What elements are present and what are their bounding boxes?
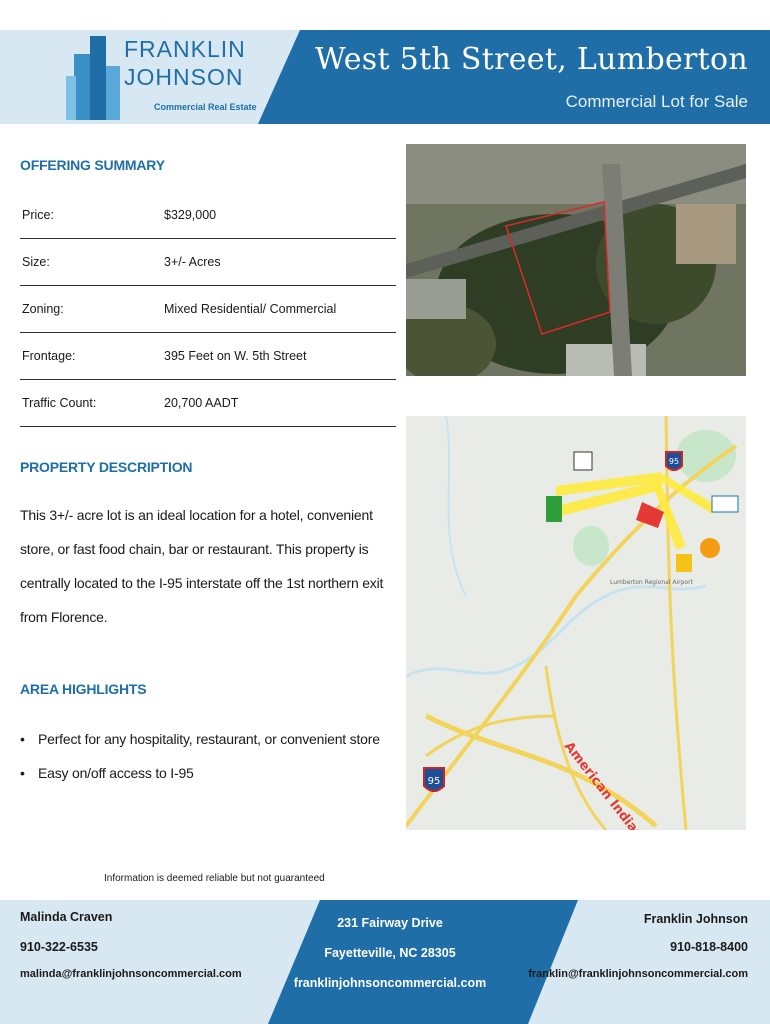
area-highlights-heading: AREA HIGHLIGHTS bbox=[20, 681, 147, 697]
airport-label: Lumberton Regional Airport bbox=[610, 579, 693, 586]
wawa-sign-icon bbox=[712, 496, 738, 512]
row-value: 20,700 AADT bbox=[164, 396, 239, 410]
offering-row-traffic bbox=[20, 379, 396, 427]
office-website-link[interactable]: franklinjohnsoncommercial.com bbox=[293, 976, 487, 990]
aerial-photo bbox=[406, 144, 746, 376]
property-description-heading: PROPERTY DESCRIPTION bbox=[20, 459, 193, 475]
highlights-list bbox=[20, 722, 380, 790]
footer-banner bbox=[0, 900, 770, 1024]
logo-line2: JOHNSON bbox=[124, 64, 244, 90]
sign-icon bbox=[574, 452, 592, 470]
agent-right-phone[interactable]: 910-818-8400 bbox=[670, 940, 748, 954]
row-label: Price: bbox=[22, 208, 54, 222]
page-title: West 5th Street, Lumberton bbox=[315, 42, 748, 77]
logo-icon bbox=[66, 36, 126, 120]
burger-king-sign-icon bbox=[700, 538, 720, 558]
row-label: Size: bbox=[22, 255, 50, 269]
offering-summary-heading: OFFERING SUMMARY bbox=[20, 157, 165, 173]
offering-row-zoning bbox=[20, 285, 396, 333]
agent-left-name: Malinda Craven bbox=[20, 910, 113, 924]
row-label: Frontage: bbox=[22, 349, 76, 363]
shield-number: 95 bbox=[668, 457, 680, 466]
offering-row-frontage bbox=[20, 332, 396, 380]
location-map bbox=[406, 416, 746, 830]
offering-row-price bbox=[20, 191, 396, 239]
row-label: Zoning: bbox=[22, 302, 64, 316]
mcdonalds-sign-icon bbox=[676, 554, 692, 572]
list-item: • Easy on/off access to I-95 bbox=[20, 756, 380, 790]
page-subtitle: Commercial Lot for Sale bbox=[565, 92, 748, 111]
disclaimer: Information is deemed reliable but not guaranteed bbox=[104, 873, 325, 884]
agent-left-email[interactable]: malinda@franklinjohnsoncommercial.com bbox=[20, 968, 242, 980]
row-label: Traffic Count: bbox=[22, 396, 97, 410]
row-value: 3+/- Acres bbox=[164, 255, 221, 269]
logo-tagline: Commercial Real Estate bbox=[154, 102, 257, 112]
agent-left-phone[interactable]: 910-322-6535 bbox=[20, 940, 98, 954]
agent-right-name: Franklin Johnson bbox=[643, 912, 748, 926]
office-address-line2: Fayetteville, NC 28305 bbox=[324, 946, 456, 960]
holiday-inn-sign-icon bbox=[546, 496, 562, 522]
header-banner bbox=[0, 30, 770, 124]
shield-number: 95 bbox=[427, 776, 441, 787]
row-value: $329,000 bbox=[164, 208, 217, 222]
offering-row-size bbox=[20, 238, 396, 286]
property-description-text: This 3+/- acre lot is an ideal location for a hotel, convenient store, or fast food chain, bar or restaurant. This property is centrally located to the I-95 interstate off the 1st northern exit from Florence. bbox=[20, 507, 384, 625]
interstate-shield-bottom-icon bbox=[424, 768, 444, 791]
list-item: • Perfect for any hospitality, restaurant, or convenient store bbox=[20, 722, 380, 756]
office-address-line1: 231 Fairway Drive bbox=[337, 916, 443, 930]
row-value: Mixed Residential/ Commercial bbox=[164, 302, 337, 316]
logo-line1: FRANKLIN bbox=[124, 36, 246, 62]
agent-right-email[interactable]: franklin@franklinjohnsoncommercial.com bbox=[528, 968, 748, 980]
row-value: 395 Feet on W. 5th Street bbox=[164, 349, 307, 363]
interstate-shield-top-icon bbox=[666, 452, 682, 470]
